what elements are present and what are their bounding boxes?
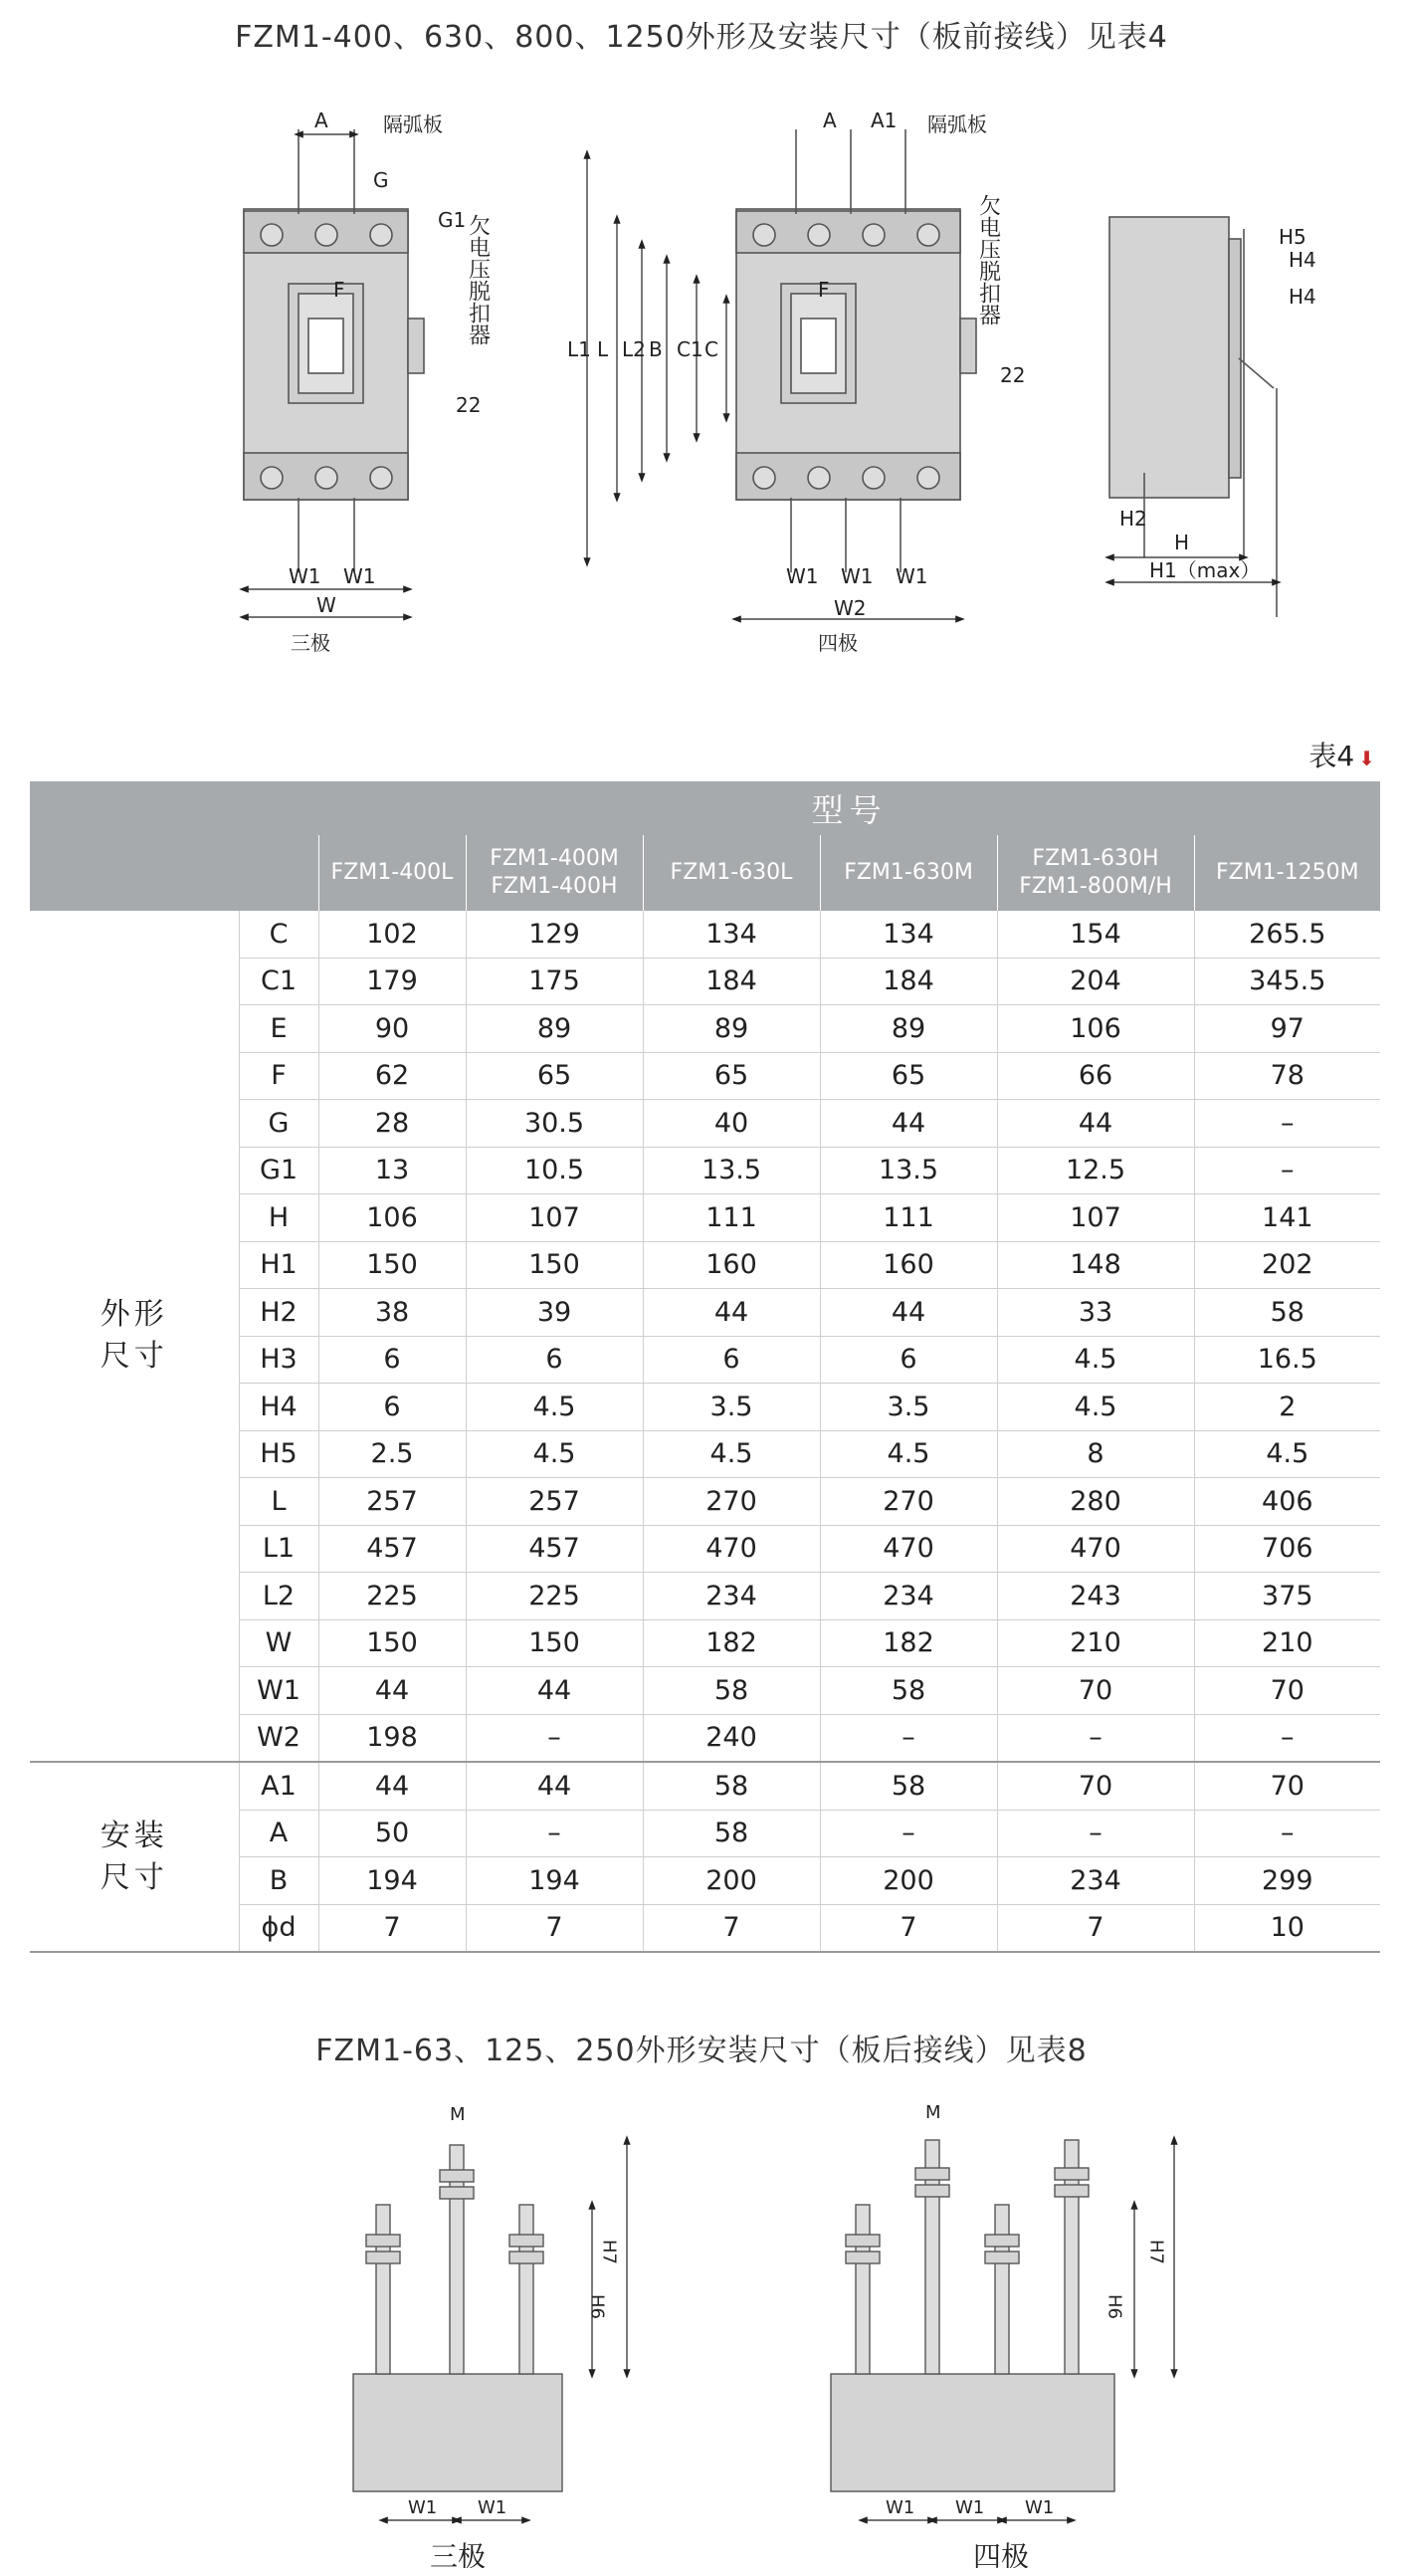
table-row bbox=[30, 1762, 1380, 1810]
table-cell: – bbox=[820, 1810, 997, 1857]
svg-text:W: W bbox=[316, 593, 336, 617]
svg-text:A: A bbox=[314, 108, 328, 132]
table-cell: 148 bbox=[997, 1241, 1194, 1289]
table-cell: 65 bbox=[643, 1052, 820, 1100]
table-cell: 160 bbox=[820, 1241, 997, 1289]
table-cell: 7 bbox=[318, 1904, 466, 1952]
model-header-0: FZM1-400L bbox=[318, 835, 466, 911]
table-cell: – bbox=[1194, 1147, 1380, 1194]
table-cell: 345.5 bbox=[1194, 958, 1380, 1005]
table-cell: 240 bbox=[643, 1714, 820, 1762]
table-cell: 107 bbox=[997, 1194, 1194, 1242]
table-cell: 160 bbox=[643, 1241, 820, 1289]
table-cell: 16.5 bbox=[1194, 1336, 1380, 1384]
table-cell: 141 bbox=[1194, 1194, 1380, 1242]
table-cell: 106 bbox=[318, 1194, 466, 1242]
down-arrow-icon: ⬇ bbox=[1358, 747, 1375, 770]
dim-label: G1 bbox=[239, 1147, 318, 1194]
table-cell: 257 bbox=[466, 1478, 643, 1526]
table-header-model: 型号 bbox=[318, 781, 1380, 835]
model-header-4: FZM1-630H FZM1-800M/H bbox=[997, 835, 1194, 911]
table-cell: 4.5 bbox=[466, 1384, 643, 1431]
table-cell: 78 bbox=[1194, 1052, 1380, 1100]
svg-text:W1: W1 bbox=[343, 564, 376, 588]
table-cell: 66 bbox=[997, 1052, 1194, 1100]
svg-text:H7: H7 bbox=[1145, 2240, 1167, 2264]
table-cell: 150 bbox=[318, 1619, 466, 1667]
table-cell: 265.5 bbox=[1194, 911, 1380, 958]
table-cell: 89 bbox=[820, 1005, 997, 1053]
table-cell: 38 bbox=[318, 1289, 466, 1337]
svg-text:22: 22 bbox=[456, 393, 482, 417]
table-cell: 184 bbox=[643, 958, 820, 1005]
table-cell: 225 bbox=[466, 1573, 643, 1620]
table-cell: 470 bbox=[643, 1525, 820, 1573]
table-cell: 134 bbox=[643, 911, 820, 958]
svg-text:W1: W1 bbox=[841, 564, 874, 588]
table-cell: 6 bbox=[318, 1336, 466, 1384]
table-cell: 234 bbox=[643, 1573, 820, 1620]
table-cell: 6 bbox=[466, 1336, 643, 1384]
table-cell: 4.5 bbox=[820, 1430, 997, 1478]
table-cell: – bbox=[1194, 1810, 1380, 1857]
svg-text:H5: H5 bbox=[1279, 225, 1306, 249]
table-cell: 44 bbox=[643, 1289, 820, 1337]
table-cell: 44 bbox=[820, 1289, 997, 1337]
table-cell: 129 bbox=[466, 911, 643, 958]
svg-text:W1: W1 bbox=[408, 2497, 438, 2518]
svg-text:W1: W1 bbox=[896, 564, 928, 588]
table-cell: 270 bbox=[820, 1478, 997, 1526]
svg-text:M: M bbox=[450, 2104, 466, 2125]
dim-label: E bbox=[239, 1005, 318, 1053]
table-cell: 44 bbox=[318, 1667, 466, 1715]
table-cell: 194 bbox=[466, 1857, 643, 1905]
svg-text:G1: G1 bbox=[438, 208, 467, 232]
table-cell: 2 bbox=[1194, 1384, 1380, 1431]
table-cell: – bbox=[466, 1810, 643, 1857]
table-cell: 12.5 bbox=[997, 1147, 1194, 1194]
table-cell: 6 bbox=[820, 1336, 997, 1384]
table-cell: 44 bbox=[820, 1100, 997, 1148]
svg-text:W1: W1 bbox=[786, 564, 819, 588]
table-cell: 470 bbox=[820, 1525, 997, 1573]
table-cell: 13.5 bbox=[643, 1147, 820, 1194]
dim-label: C bbox=[239, 911, 318, 958]
table-cell: 182 bbox=[643, 1619, 820, 1667]
table-cell: – bbox=[820, 1714, 997, 1762]
table-cell: 70 bbox=[997, 1762, 1194, 1810]
svg-text:W2: W2 bbox=[834, 596, 867, 620]
svg-text:H7: H7 bbox=[598, 2240, 620, 2264]
table-cell: 39 bbox=[466, 1289, 643, 1337]
table-cell: 175 bbox=[466, 958, 643, 1005]
table-cell: 50 bbox=[318, 1810, 466, 1857]
table-cell: 194 bbox=[318, 1857, 466, 1905]
table-cell: 70 bbox=[997, 1667, 1194, 1715]
dim-label: W2 bbox=[239, 1714, 318, 1762]
table-cell: 234 bbox=[997, 1857, 1194, 1905]
svg-text:H6: H6 bbox=[586, 2294, 608, 2319]
svg-text:L1: L1 bbox=[567, 337, 591, 361]
table-cell: – bbox=[997, 1810, 1194, 1857]
table-cell: – bbox=[1194, 1714, 1380, 1762]
svg-text:W1: W1 bbox=[886, 2497, 915, 2518]
svg-text:A: A bbox=[823, 108, 837, 132]
table-cell: 58 bbox=[820, 1667, 997, 1715]
svg-text:C1: C1 bbox=[677, 337, 703, 361]
table-cell: 44 bbox=[466, 1667, 643, 1715]
model-header-1: FZM1-400M FZM1-400H bbox=[466, 835, 643, 911]
group-label: 外形 尺寸 bbox=[30, 911, 239, 1762]
table-cell: 200 bbox=[643, 1857, 820, 1905]
dim-label: H4 bbox=[239, 1384, 318, 1431]
table-cell: 4.5 bbox=[997, 1384, 1194, 1431]
table-cell: 270 bbox=[643, 1478, 820, 1526]
table-cell: 150 bbox=[318, 1241, 466, 1289]
front-wiring-dimension-drawing bbox=[0, 60, 1403, 737]
svg-text:欠电压脱扣器: 欠电压脱扣器 bbox=[465, 214, 491, 345]
table-cell: 58 bbox=[643, 1667, 820, 1715]
table-cell: 30.5 bbox=[466, 1100, 643, 1148]
table-cell: 6 bbox=[318, 1384, 466, 1431]
table-cell: 44 bbox=[466, 1762, 643, 1810]
table-cell: 4.5 bbox=[466, 1430, 643, 1478]
table-label: 表4 ⬇ bbox=[1308, 740, 1375, 772]
table-cell: 3.5 bbox=[820, 1384, 997, 1431]
svg-text:L: L bbox=[597, 337, 609, 361]
table-cell: 97 bbox=[1194, 1005, 1380, 1053]
section2-title: FZM1-63、125、250外形安装尺寸（板后接线）见表8 bbox=[315, 2034, 1088, 2068]
table-cell: 58 bbox=[643, 1810, 820, 1857]
table-cell: 154 bbox=[997, 911, 1194, 958]
table-corner bbox=[30, 781, 318, 911]
model-header-5: FZM1-1250M bbox=[1194, 835, 1380, 911]
dim-label: A1 bbox=[239, 1762, 318, 1810]
table-cell: 150 bbox=[466, 1241, 643, 1289]
table-cell: – bbox=[466, 1714, 643, 1762]
table-cell: 89 bbox=[643, 1005, 820, 1053]
table-cell: 2.5 bbox=[318, 1430, 466, 1478]
table-cell: 182 bbox=[820, 1619, 997, 1667]
dim-label: B bbox=[239, 1857, 318, 1905]
table-cell: 13 bbox=[318, 1147, 466, 1194]
dim-label: L2 bbox=[239, 1573, 318, 1620]
section1-title: FZM1-400、630、800、1250外形及安装尺寸（板前接线）见表4 bbox=[235, 20, 1168, 55]
table-cell: 13.5 bbox=[820, 1147, 997, 1194]
dim-label: H bbox=[239, 1194, 318, 1242]
table-cell: – bbox=[997, 1714, 1194, 1762]
table-cell: 8 bbox=[997, 1430, 1194, 1478]
svg-text:W1: W1 bbox=[478, 2497, 507, 2518]
table-cell: 299 bbox=[1194, 1857, 1380, 1905]
table-cell: 33 bbox=[997, 1289, 1194, 1337]
table-row bbox=[30, 911, 1380, 958]
table-cell: 210 bbox=[997, 1619, 1194, 1667]
svg-text:欠电压脱扣器: 欠电压脱扣器 bbox=[975, 194, 1001, 325]
svg-text:L2: L2 bbox=[622, 337, 646, 361]
table-cell: 58 bbox=[643, 1762, 820, 1810]
table-cell: 58 bbox=[1194, 1289, 1380, 1337]
dim-label: A bbox=[239, 1810, 318, 1857]
svg-text:H4: H4 bbox=[1289, 248, 1316, 272]
spec-table bbox=[30, 781, 1380, 1953]
table-cell: 65 bbox=[466, 1052, 643, 1100]
table-cell: 3.5 bbox=[643, 1384, 820, 1431]
dim-label: H1 bbox=[239, 1241, 318, 1289]
svg-text:W1: W1 bbox=[1025, 2497, 1055, 2518]
svg-text:G: G bbox=[373, 168, 389, 192]
svg-text:W1: W1 bbox=[955, 2497, 985, 2518]
table-cell: 7 bbox=[997, 1904, 1194, 1952]
table-cell: 7 bbox=[643, 1904, 820, 1952]
dim-label: H5 bbox=[239, 1430, 318, 1478]
table-cell: 44 bbox=[997, 1100, 1194, 1148]
table-cell: 111 bbox=[820, 1194, 997, 1242]
table-cell: 179 bbox=[318, 958, 466, 1005]
table-cell: 234 bbox=[820, 1573, 997, 1620]
svg-text:H4: H4 bbox=[1289, 285, 1316, 309]
dim-label: ϕd bbox=[239, 1904, 318, 1952]
table-cell: 375 bbox=[1194, 1573, 1380, 1620]
table-cell: 106 bbox=[997, 1005, 1194, 1053]
table-cell: 202 bbox=[1194, 1241, 1380, 1289]
table-cell: 6 bbox=[643, 1336, 820, 1384]
rear-wiring-dimension-drawing bbox=[0, 2090, 1403, 2568]
dim-label: L bbox=[239, 1478, 318, 1526]
svg-text:F: F bbox=[333, 278, 345, 302]
table-cell: 257 bbox=[318, 1478, 466, 1526]
svg-text:三极: 三极 bbox=[430, 2540, 487, 2568]
svg-text:H1（max）: H1（max） bbox=[1149, 558, 1261, 582]
table-cell: 457 bbox=[466, 1525, 643, 1573]
table-cell: 204 bbox=[997, 958, 1194, 1005]
table-cell: 198 bbox=[318, 1714, 466, 1762]
table-cell: 65 bbox=[820, 1052, 997, 1100]
dim-label: F bbox=[239, 1052, 318, 1100]
table-cell: 4.5 bbox=[997, 1336, 1194, 1384]
table-cell: 7 bbox=[820, 1904, 997, 1952]
table-cell: 44 bbox=[318, 1762, 466, 1810]
svg-text:C: C bbox=[704, 337, 718, 361]
svg-text:W1: W1 bbox=[289, 564, 321, 588]
table-cell: 10 bbox=[1194, 1904, 1380, 1952]
dim-label: C1 bbox=[239, 958, 318, 1005]
table-cell: 89 bbox=[466, 1005, 643, 1053]
svg-text:H2: H2 bbox=[1119, 507, 1147, 531]
barrier-callout-4p: 隔弧板 bbox=[927, 112, 987, 136]
table-cell: 134 bbox=[820, 911, 997, 958]
table-cell: 280 bbox=[997, 1478, 1194, 1526]
table-cell: 150 bbox=[466, 1619, 643, 1667]
dim-label: W1 bbox=[239, 1667, 318, 1715]
table-cell: 7 bbox=[466, 1904, 643, 1952]
svg-text:A1: A1 bbox=[871, 108, 898, 132]
svg-text:四极: 四极 bbox=[818, 631, 858, 655]
svg-text:F: F bbox=[818, 278, 830, 302]
dim-label: L1 bbox=[239, 1525, 318, 1573]
table-cell: 184 bbox=[820, 958, 997, 1005]
table-cell: 107 bbox=[466, 1194, 643, 1242]
table-cell: 62 bbox=[318, 1052, 466, 1100]
table-cell: 706 bbox=[1194, 1525, 1380, 1573]
table-cell: 470 bbox=[997, 1525, 1194, 1573]
dim-label: H2 bbox=[239, 1289, 318, 1337]
dim-label: W bbox=[239, 1619, 318, 1667]
table-cell: 457 bbox=[318, 1525, 466, 1573]
svg-text:四极: 四极 bbox=[973, 2540, 1030, 2568]
table-cell: 10.5 bbox=[466, 1147, 643, 1194]
table-cell: 111 bbox=[643, 1194, 820, 1242]
table-cell: 4.5 bbox=[1194, 1430, 1380, 1478]
svg-text:B: B bbox=[649, 337, 663, 361]
table-cell: 406 bbox=[1194, 1478, 1380, 1526]
table-cell: 90 bbox=[318, 1005, 466, 1053]
table-cell: 210 bbox=[1194, 1619, 1380, 1667]
table-cell: 225 bbox=[318, 1573, 466, 1620]
table-cell: 200 bbox=[820, 1857, 997, 1905]
svg-text:22: 22 bbox=[1000, 363, 1026, 387]
table-cell: 102 bbox=[318, 911, 466, 958]
table-cell: – bbox=[1194, 1100, 1380, 1148]
group-label: 安装 尺寸 bbox=[30, 1762, 239, 1952]
model-header-3: FZM1-630M bbox=[820, 835, 997, 911]
table-cell: 70 bbox=[1194, 1667, 1380, 1715]
table-cell: 58 bbox=[820, 1762, 997, 1810]
table-cell: 4.5 bbox=[643, 1430, 820, 1478]
svg-text:三极: 三极 bbox=[291, 631, 330, 655]
barrier-callout-3p: 隔弧板 bbox=[383, 112, 443, 136]
svg-text:H: H bbox=[1174, 531, 1190, 554]
svg-text:H6: H6 bbox=[1103, 2294, 1125, 2319]
table-cell: 28 bbox=[318, 1100, 466, 1148]
svg-text:M: M bbox=[925, 2102, 941, 2123]
table-cell: 40 bbox=[643, 1100, 820, 1148]
model-header-2: FZM1-630L bbox=[643, 835, 820, 911]
dim-label: H3 bbox=[239, 1336, 318, 1384]
table-cell: 70 bbox=[1194, 1762, 1380, 1810]
dim-label: G bbox=[239, 1100, 318, 1148]
table-cell: 243 bbox=[997, 1573, 1194, 1620]
